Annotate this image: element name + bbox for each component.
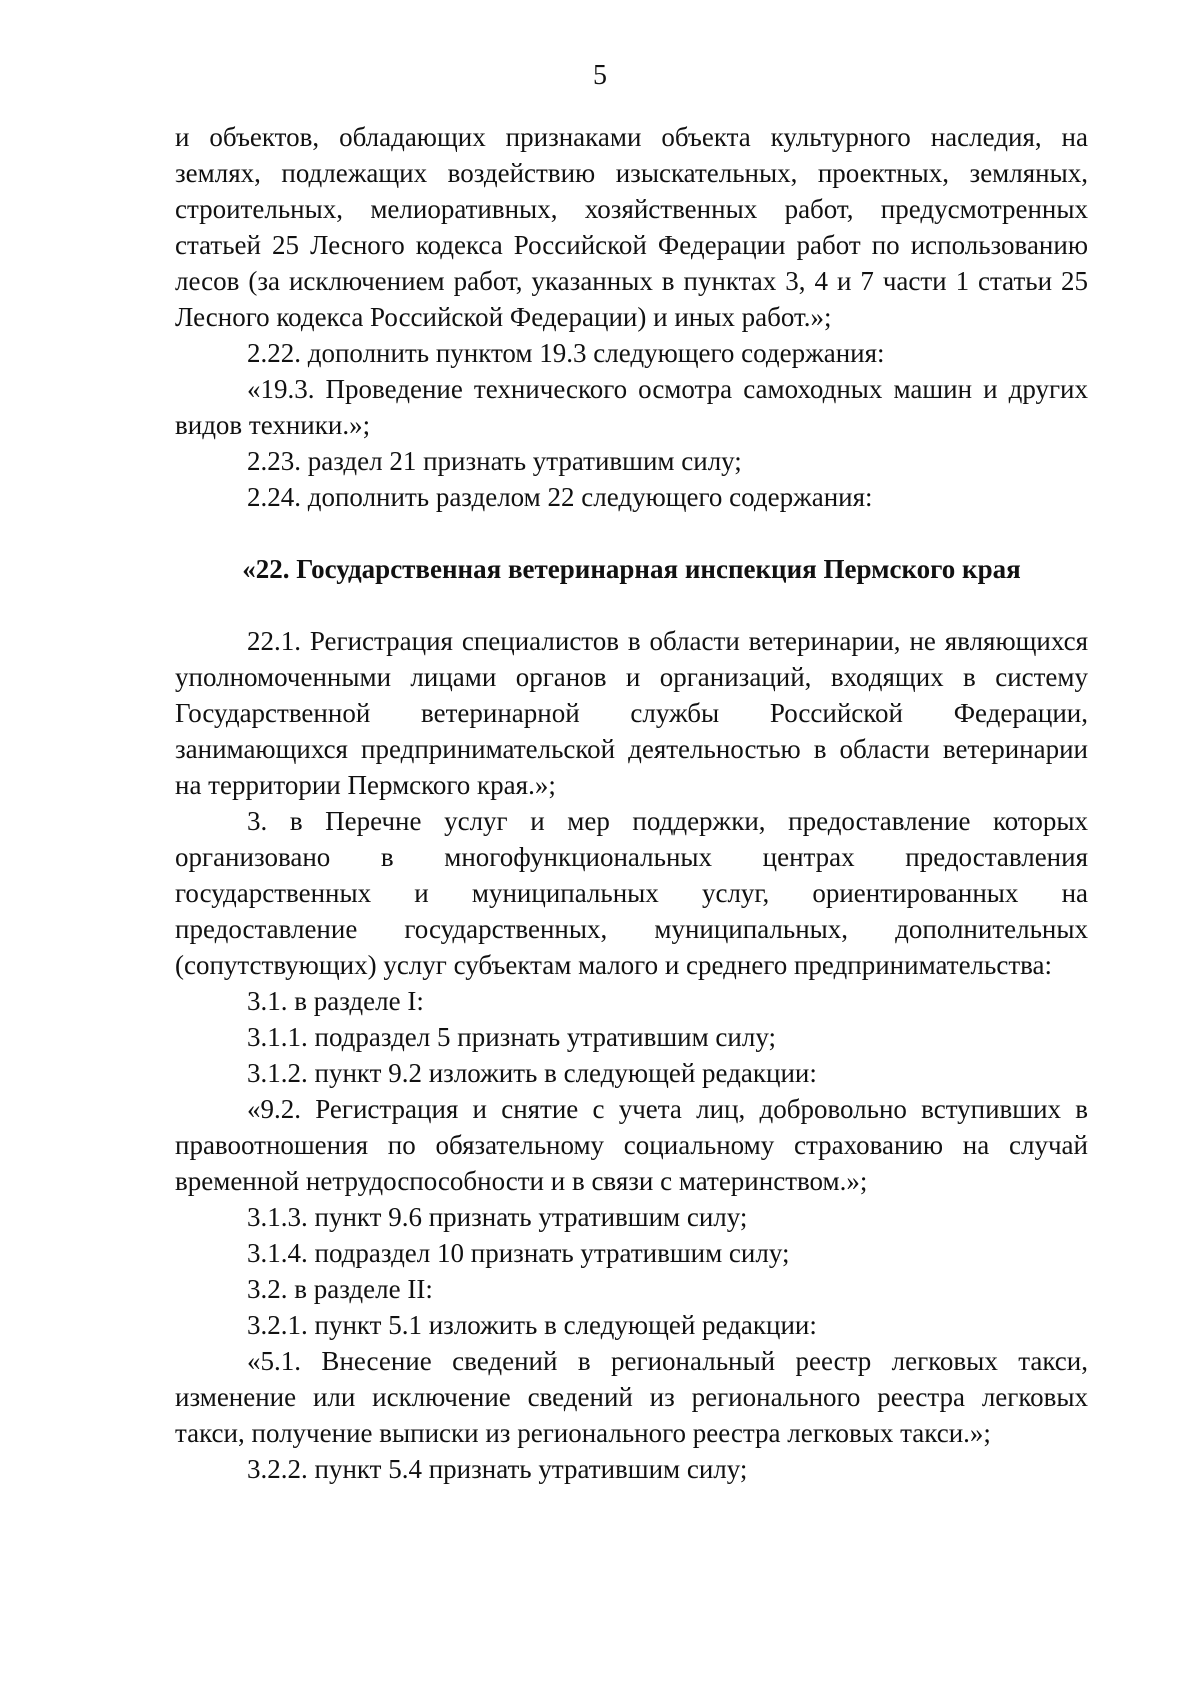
paragraph-3-1-1: 3.1.1. подраздел 5 признать утратившим силу;	[247, 1022, 776, 1052]
section-heading-22: «22. Государственная ветеринарная инспекция Пермского края	[242, 554, 1021, 584]
document-body	[175, 119, 1088, 1487]
paragraph-3-1-3: 3.1.3. пункт 9.6 признать утратившим силу;	[247, 1202, 748, 1232]
paragraph-3-2-1: 3.2.1. пункт 5.1 изложить в следующей редакции:	[247, 1310, 817, 1340]
paragraph-3-2-2: 3.2.2. пункт 5.4 признать утратившим силу;	[247, 1454, 748, 1484]
paragraph-3-2: 3.2. в разделе II:	[247, 1274, 433, 1304]
paragraph-3-1: 3.1. в разделе I:	[247, 986, 424, 1016]
paragraph-22-1: 22.1. Регистрация специалистов в области ветеринарии, не являющихся уполномоченными лицами органов и организаций, входящих в систему Государственной ветеринарной службы Российской Федерации, занимающихся предпринимательской деятельностью в области ветеринарии на территории Пермского края.»;	[175, 626, 1088, 800]
paragraph-2-24: 2.24. дополнить разделом 22 следующего содержания:	[247, 482, 873, 512]
spacer	[175, 515, 1088, 551]
paragraph-3-1-2: 3.1.2. пункт 9.2 изложить в следующей редакции:	[247, 1058, 817, 1088]
paragraph-19-3: «19.3. Проведение технического осмотра самоходных машин и других видов техники.»;	[175, 374, 1088, 440]
paragraph-2-22: 2.22. дополнить пунктом 19.3 следующего содержания:	[247, 338, 885, 368]
spacer	[175, 587, 1088, 623]
paragraph-cultural-heritage: и объектов, обладающих признаками объекта культурного наследия, на землях, подлежащих воздействию изыскательных, проектных, земляных, строительных, мелиоративных, хозяйственных работ, предусмотренных статьей 25 Лесного кодекса Российской Федерации работ по использованию лесов (за исключением работ, указанных в пунктах 3, 4 и 7 части 1 статьи 25 Лесного кодекса Российской Федерации) и иных работ.»;	[175, 122, 1088, 332]
paragraph-9-2: «9.2. Регистрация и снятие с учета лиц, добровольно вступивших в правоотношения по обязательному социальному страхованию на случай временной нетрудоспособности и в связи с материнством.»;	[175, 1094, 1088, 1196]
page-number: 5	[593, 60, 607, 91]
paragraph-3-1-4: 3.1.4. подраздел 10 признать утратившим силу;	[247, 1238, 790, 1268]
paragraph-3: 3. в Перечне услуг и мер поддержки, предоставление которых организовано в многофункциональных центрах предоставления государственных и муниципальных услуг, ориентированных на предоставление государственных, муниципальных, дополнительных (сопутствующих) услуг субъектам малого и среднего предпринимательства:	[175, 806, 1088, 980]
paragraph-5-1: «5.1. Внесение сведений в региональный реестр легковых такси, изменение или исключение сведений из регионального реестра легковых такси, получение выписки из регионального реестра легковых такси.»;	[175, 1346, 1088, 1448]
paragraph-2-23: 2.23. раздел 21 признать утратившим силу;	[247, 446, 742, 476]
